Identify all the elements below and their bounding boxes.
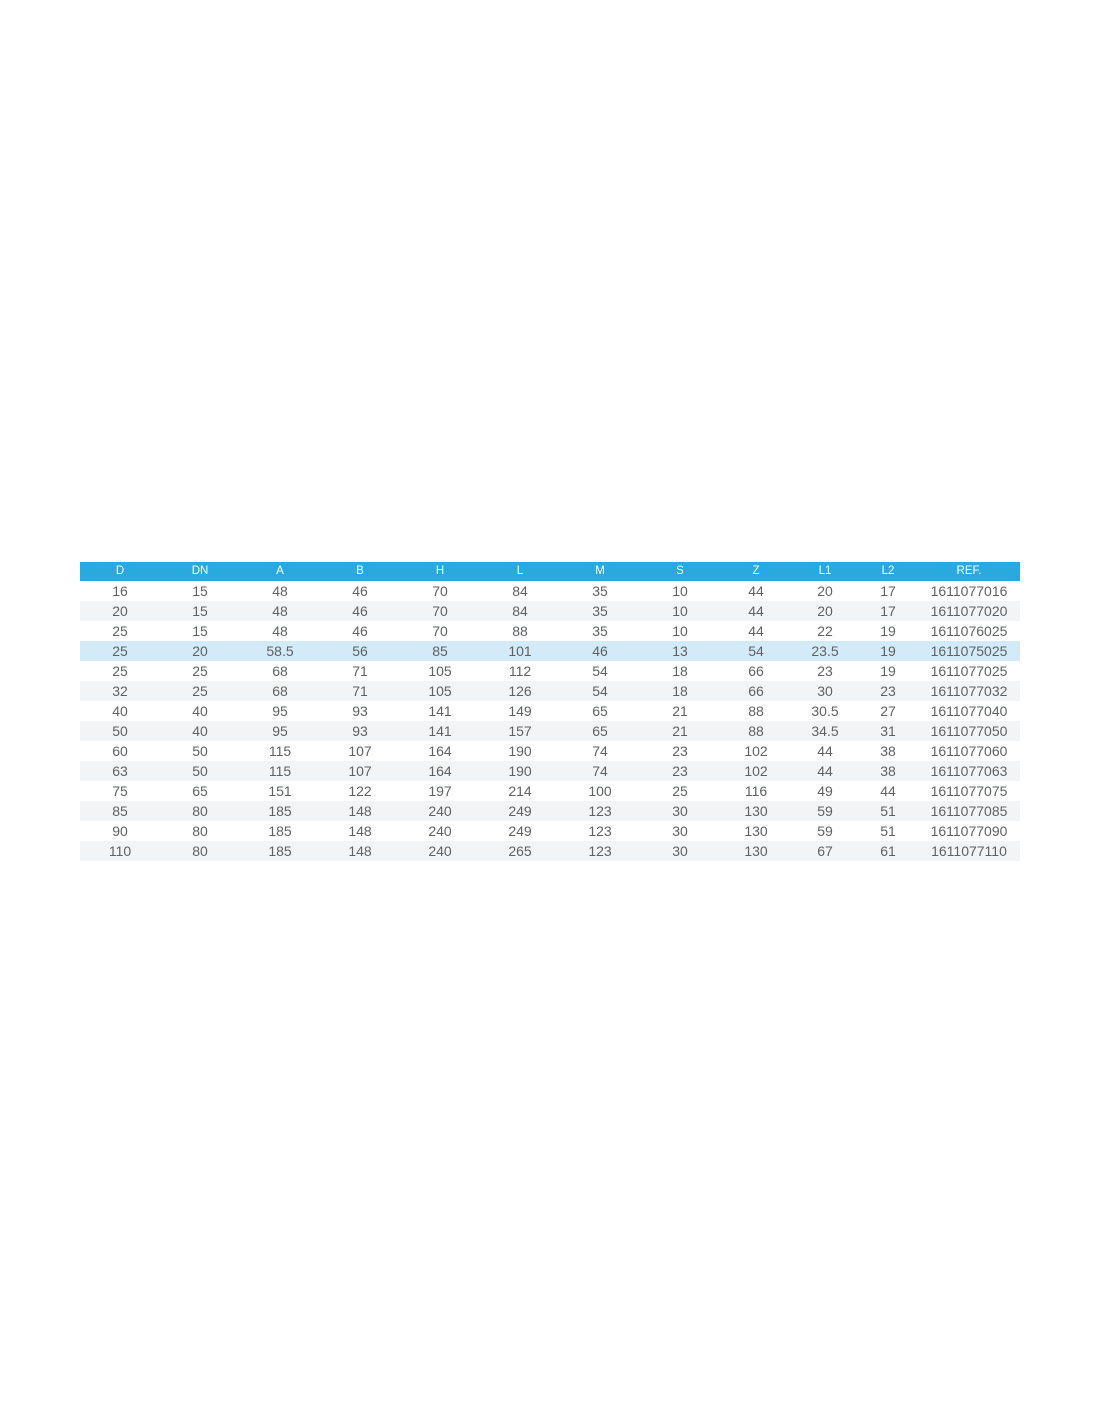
table-cell: 25 xyxy=(192,683,208,699)
table-cell: 22 xyxy=(817,623,833,639)
table-cell: 265 xyxy=(508,843,532,859)
table-cell: 185 xyxy=(268,843,292,859)
table-cell: 102 xyxy=(744,763,768,779)
table-cell: 141 xyxy=(428,723,452,739)
table-cell: 38 xyxy=(880,743,896,759)
table-cell: 20 xyxy=(192,643,208,659)
table-cell: 126 xyxy=(508,683,532,699)
table-cell: 30 xyxy=(672,803,688,819)
table-cell: 59 xyxy=(817,803,833,819)
table-cell: 123 xyxy=(588,803,612,819)
table-cell: 44 xyxy=(748,623,764,639)
table-cell: 16 xyxy=(112,583,128,600)
table-cell: 50 xyxy=(112,723,128,739)
table-cell: 66 xyxy=(748,663,764,679)
table-cell: 13 xyxy=(672,643,688,659)
table-cell: 185 xyxy=(268,823,292,839)
table-cell: 25 xyxy=(112,663,128,679)
table-cell: 249 xyxy=(508,803,532,819)
table-cell: 105 xyxy=(428,683,452,699)
table-cell: 21 xyxy=(672,723,688,739)
table-cell: 46 xyxy=(352,583,368,600)
table-cell: 10 xyxy=(672,603,688,619)
table-cell: 80 xyxy=(192,823,208,839)
table-cell: 20 xyxy=(817,583,833,600)
table-cell: 32 xyxy=(112,683,128,699)
table-cell: 17 xyxy=(880,583,896,600)
table-cell: 190 xyxy=(508,743,532,759)
table-cell: 34.5 xyxy=(811,723,839,739)
column-header: D xyxy=(80,562,160,581)
table-cell: 1611077025 xyxy=(930,663,1008,679)
table-cell: 214 xyxy=(508,783,532,799)
table-header xyxy=(80,562,1020,581)
header-row xyxy=(80,562,1020,581)
table-cell: 1611077020 xyxy=(930,603,1008,619)
table-row[interactable] xyxy=(80,741,1020,761)
table-cell: 1611077016 xyxy=(930,583,1008,600)
table-cell: 10 xyxy=(672,623,688,639)
table-row[interactable] xyxy=(80,721,1020,741)
table-cell: 30 xyxy=(817,683,833,699)
table-cell: 54 xyxy=(592,683,608,699)
table-cell: 63 xyxy=(112,763,128,779)
table-cell: 85 xyxy=(432,643,448,659)
table-cell: 40 xyxy=(192,723,208,739)
table-cell: 56 xyxy=(352,643,368,659)
table-row[interactable] xyxy=(80,841,1020,861)
table-cell: 66 xyxy=(748,683,764,699)
table-cell: 65 xyxy=(192,783,208,799)
table-cell: 54 xyxy=(748,643,764,659)
table-cell: 65 xyxy=(592,723,608,739)
table-cell: 93 xyxy=(352,723,368,739)
table-cell: 1611077090 xyxy=(930,823,1008,839)
table-row[interactable] xyxy=(80,681,1020,701)
table-row[interactable] xyxy=(80,701,1020,721)
table-cell: 1611077050 xyxy=(930,723,1008,739)
table-row[interactable] xyxy=(80,821,1020,841)
table-cell: 85 xyxy=(112,803,128,819)
table-cell: 44 xyxy=(817,763,833,779)
table-cell: 60 xyxy=(112,743,128,759)
table-cell: 49 xyxy=(817,783,833,799)
table-cell: 70 xyxy=(432,583,448,600)
table-cell: 1611077060 xyxy=(930,743,1008,759)
spec-table-container xyxy=(80,562,1020,861)
table-cell: 48 xyxy=(272,583,288,600)
table-cell: 130 xyxy=(744,843,768,859)
table-cell: 44 xyxy=(748,583,764,600)
table-cell: 67 xyxy=(817,843,833,859)
table-cell: 23 xyxy=(817,663,833,679)
table-cell: 17 xyxy=(880,603,896,619)
table-cell: 116 xyxy=(744,783,768,799)
table-cell: 50 xyxy=(192,763,208,779)
table-cell: 141 xyxy=(428,703,452,719)
table-cell: 46 xyxy=(352,603,368,619)
table-row[interactable] xyxy=(80,781,1020,801)
table-cell: 35 xyxy=(592,603,608,619)
table-cell: 1611076025 xyxy=(930,623,1008,639)
column-header: Z xyxy=(720,562,792,581)
table-cell: 90 xyxy=(112,823,128,839)
table-cell: 25 xyxy=(672,783,688,799)
table-cell: 1611077063 xyxy=(930,763,1008,779)
table-cell: 35 xyxy=(592,623,608,639)
table-cell: 95 xyxy=(272,703,288,719)
table-cell: 65 xyxy=(592,703,608,719)
column-header: M xyxy=(560,562,640,581)
table-cell: 21 xyxy=(672,703,688,719)
table-cell: 46 xyxy=(352,623,368,639)
table-cell: 151 xyxy=(268,783,292,799)
table-cell: 1611077085 xyxy=(930,803,1008,819)
table-cell: 110 xyxy=(108,843,132,859)
column-header: L xyxy=(480,562,560,581)
table-cell: 164 xyxy=(428,763,452,779)
table-cell: 130 xyxy=(744,823,768,839)
table-cell: 95 xyxy=(272,723,288,739)
table-cell: 1611077075 xyxy=(930,783,1008,799)
table-cell: 112 xyxy=(508,663,532,679)
table-cell: 1611077110 xyxy=(931,843,1007,859)
table-row[interactable] xyxy=(80,581,1020,601)
table-cell: 18 xyxy=(672,663,688,679)
table-cell: 88 xyxy=(748,703,764,719)
table-cell: 15 xyxy=(192,583,208,600)
table-row-highlighted[interactable] xyxy=(80,641,1020,661)
table-cell: 51 xyxy=(880,803,896,819)
table-cell: 115 xyxy=(268,763,292,779)
table-cell: 59 xyxy=(817,823,833,839)
table-cell: 68 xyxy=(272,663,288,679)
table-cell: 35 xyxy=(592,583,608,600)
table-cell: 23 xyxy=(672,763,688,779)
table-cell: 115 xyxy=(268,743,292,759)
table-cell: 23 xyxy=(880,683,896,699)
column-header: B xyxy=(320,562,400,581)
table-row[interactable] xyxy=(80,621,1020,641)
table-cell: 130 xyxy=(744,803,768,819)
table-cell: 27 xyxy=(880,703,896,719)
table-cell: 15 xyxy=(192,603,208,619)
table-cell: 20 xyxy=(817,603,833,619)
table-row[interactable] xyxy=(80,801,1020,821)
spec-table xyxy=(80,562,1020,861)
table-cell: 19 xyxy=(880,663,896,679)
table-cell: 38 xyxy=(880,763,896,779)
table-cell: 40 xyxy=(192,703,208,719)
table-row[interactable] xyxy=(80,601,1020,621)
table-cell: 122 xyxy=(348,783,372,799)
table-cell: 88 xyxy=(748,723,764,739)
table-cell: 107 xyxy=(348,743,372,759)
table-cell: 240 xyxy=(428,803,452,819)
table-cell: 44 xyxy=(817,743,833,759)
column-header: DN xyxy=(160,562,240,581)
table-cell: 123 xyxy=(588,823,612,839)
table-cell: 23.5 xyxy=(811,643,839,659)
table-cell: 54 xyxy=(592,663,608,679)
table-cell: 10 xyxy=(672,583,688,600)
column-header: A xyxy=(240,562,320,581)
table-cell: 84 xyxy=(512,583,528,600)
table-cell: 1611077040 xyxy=(930,703,1008,719)
table-cell: 40 xyxy=(112,703,128,719)
table-cell: 30 xyxy=(672,823,688,839)
table-cell: 44 xyxy=(748,603,764,619)
table-cell: 240 xyxy=(428,823,452,839)
table-cell: 84 xyxy=(512,603,528,619)
table-cell: 102 xyxy=(744,743,768,759)
table-cell: 249 xyxy=(508,823,532,839)
table-cell: 30 xyxy=(672,843,688,859)
table-cell: 107 xyxy=(348,763,372,779)
table-cell: 19 xyxy=(880,643,896,659)
column-header: S xyxy=(640,562,720,581)
table-cell: 149 xyxy=(508,703,532,719)
table-cell: 74 xyxy=(592,743,608,759)
column-header: L1 xyxy=(792,562,858,581)
table-cell: 44 xyxy=(880,783,896,799)
table-cell: 123 xyxy=(588,843,612,859)
table-cell: 61 xyxy=(880,843,896,859)
table-row[interactable] xyxy=(80,761,1020,781)
table-cell: 25 xyxy=(112,623,128,639)
table-cell: 48 xyxy=(272,623,288,639)
column-header: REF. xyxy=(918,562,1020,581)
table-cell: 240 xyxy=(428,843,452,859)
table-cell: 1611077032 xyxy=(930,683,1008,699)
table-cell: 93 xyxy=(352,703,368,719)
table-cell: 70 xyxy=(432,603,448,619)
table-cell: 148 xyxy=(348,843,372,859)
table-cell: 74 xyxy=(592,763,608,779)
table-cell: 25 xyxy=(112,643,128,659)
table-cell: 80 xyxy=(192,843,208,859)
table-cell: 58.5 xyxy=(266,643,294,659)
table-cell: 100 xyxy=(588,783,612,799)
table-cell: 19 xyxy=(880,623,896,639)
table-cell: 185 xyxy=(268,803,292,819)
table-cell: 157 xyxy=(508,723,532,739)
table-cell: 148 xyxy=(348,823,372,839)
column-header: L2 xyxy=(858,562,918,581)
table-cell: 23 xyxy=(672,743,688,759)
table-cell: 148 xyxy=(348,803,372,819)
table-cell: 1611075025 xyxy=(930,643,1008,659)
table-cell: 18 xyxy=(672,683,688,699)
table-cell: 25 xyxy=(192,663,208,679)
table-cell: 30.5 xyxy=(811,703,839,719)
table-cell: 190 xyxy=(508,763,532,779)
table-cell: 20 xyxy=(112,603,128,619)
table-cell: 51 xyxy=(880,823,896,839)
table-cell: 70 xyxy=(432,623,448,639)
table-body xyxy=(80,581,1020,861)
table-cell: 50 xyxy=(192,743,208,759)
table-cell: 31 xyxy=(880,723,896,739)
table-cell: 164 xyxy=(428,743,452,759)
table-cell: 68 xyxy=(272,683,288,699)
table-cell: 101 xyxy=(508,643,532,659)
table-cell: 46 xyxy=(592,643,608,659)
table-row[interactable] xyxy=(80,661,1020,681)
table-cell: 48 xyxy=(272,603,288,619)
table-cell: 80 xyxy=(192,803,208,819)
table-cell: 75 xyxy=(112,783,128,799)
table-cell: 88 xyxy=(512,623,528,639)
table-cell: 105 xyxy=(428,663,452,679)
table-cell: 197 xyxy=(428,783,452,799)
table-cell: 71 xyxy=(352,683,368,699)
column-header: H xyxy=(400,562,480,581)
table-cell: 15 xyxy=(192,623,208,639)
table-cell: 71 xyxy=(352,663,368,679)
